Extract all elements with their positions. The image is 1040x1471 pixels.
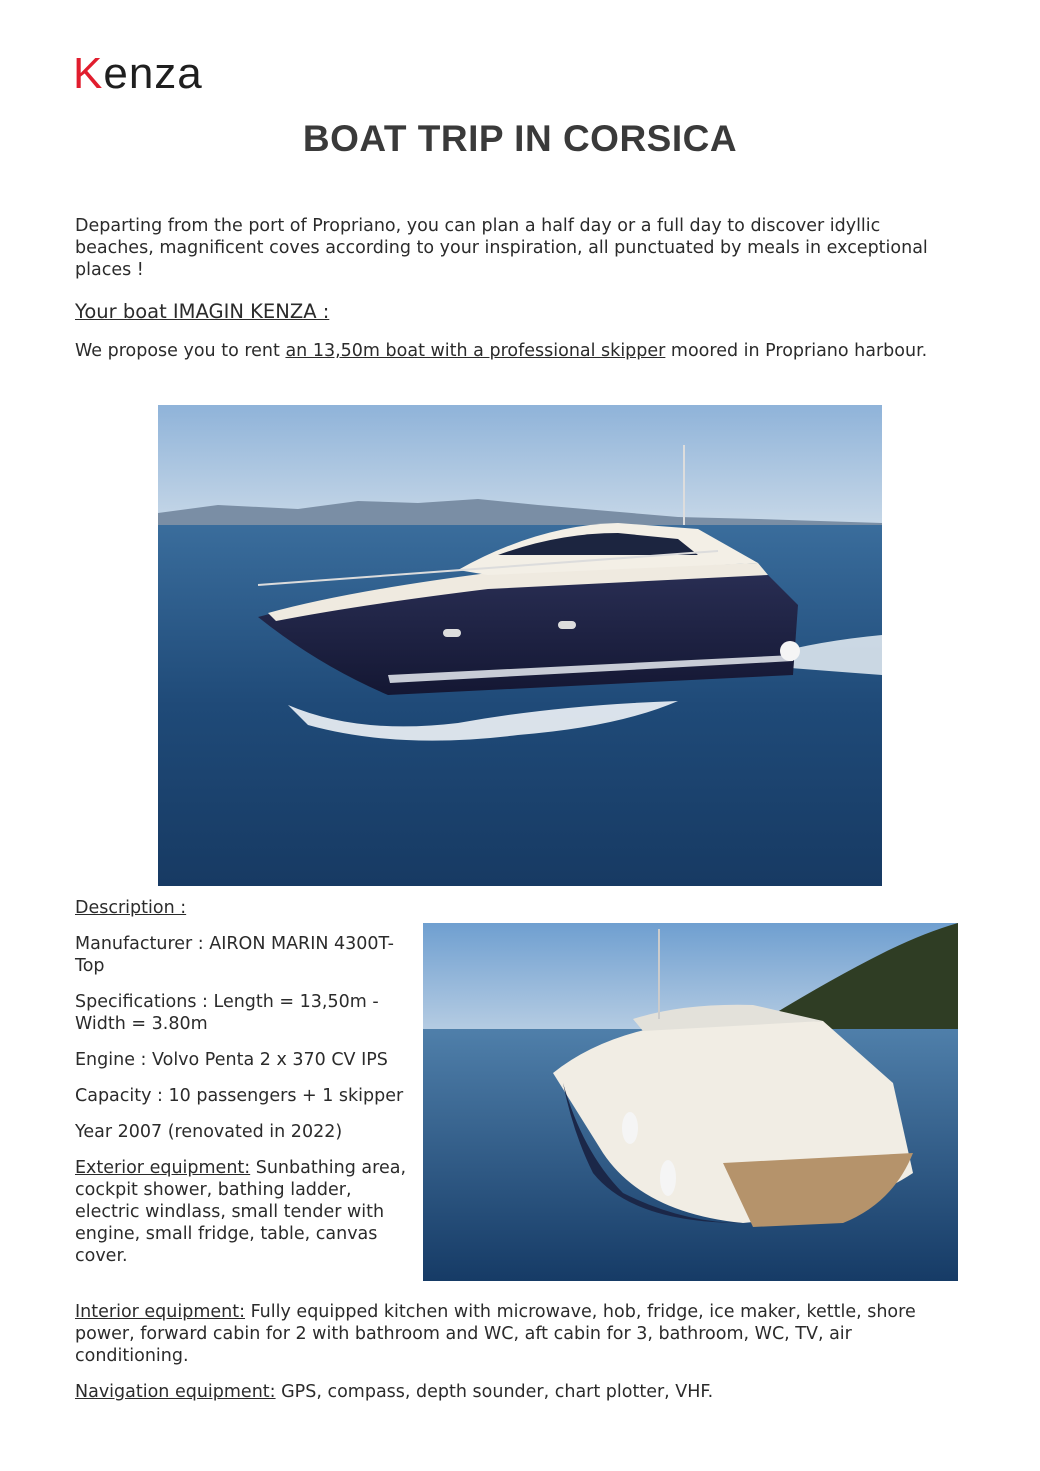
boat-photo-anchored — [423, 923, 958, 1281]
interior-text: Fully equipped kitchen with microwave, hob, fridge, ice maker, kettle, shore power, forward cabin for 2 with bathroom and WC, aft cabin for 3, bathroom, WC, TV, air conditioning. — [75, 1302, 916, 1366]
spec-engine: Engine : Volvo Penta 2 x 370 CV IPS — [75, 1050, 388, 1070]
exterior-text: Sunbathing area, cockpit shower, bathing ladder, electric windlass, small tender with engine, small fridge, table, canvas cover. — [75, 1158, 407, 1266]
description-column — [75, 897, 415, 1281]
interior-equipment — [75, 1301, 955, 1367]
propose-paragraph — [75, 340, 945, 362]
navigation-label: Navigation equipment: — [75, 1382, 276, 1402]
interior-label: Interior equipment: — [75, 1302, 246, 1322]
exterior-label: Exterior equipment: — [75, 1158, 251, 1178]
brand-logo — [73, 49, 203, 98]
brand-logo-rest: enza — [103, 49, 203, 98]
page-title: BOAT TRIP IN CORSICA — [302, 118, 738, 159]
propose-highlight: an 13,50m boat with a professional skipper — [285, 341, 666, 361]
spec-dimensions: Specifications : Length = 13,50m - Width = 3.80m — [75, 992, 379, 1034]
propose-before: We propose you to rent — [75, 341, 286, 361]
boat-photo-cruising — [158, 405, 882, 886]
description-heading: Description : — [75, 898, 187, 918]
navigation-equipment — [75, 1381, 955, 1403]
boat-heading: Your boat IMAGIN KENZA : — [75, 300, 330, 323]
spec-manufacturer: Manufacturer : AIRON MARIN 4300T-Top — [75, 934, 394, 976]
intro-paragraph: Departing from the port of Propriano, you can plan a half day or a full day to discover idyllic beaches, magnificent coves according to your inspiration, all punctuated by meals in exceptional places ! — [75, 216, 928, 280]
navigation-text: GPS, compass, depth sounder, chart plotter, VHF. — [275, 1382, 714, 1402]
propose-after: moored in Propriano harbour. — [665, 341, 928, 361]
spec-year: Year 2007 (renovated in 2022) — [75, 1122, 343, 1142]
boat-photo-anchored-image — [423, 923, 958, 1281]
spec-exterior — [75, 1157, 415, 1267]
brand-logo-k: K — [73, 49, 104, 98]
spec-capacity: Capacity : 10 passengers + 1 skipper — [75, 1086, 404, 1106]
boat-photo-cruising-image — [158, 405, 882, 886]
